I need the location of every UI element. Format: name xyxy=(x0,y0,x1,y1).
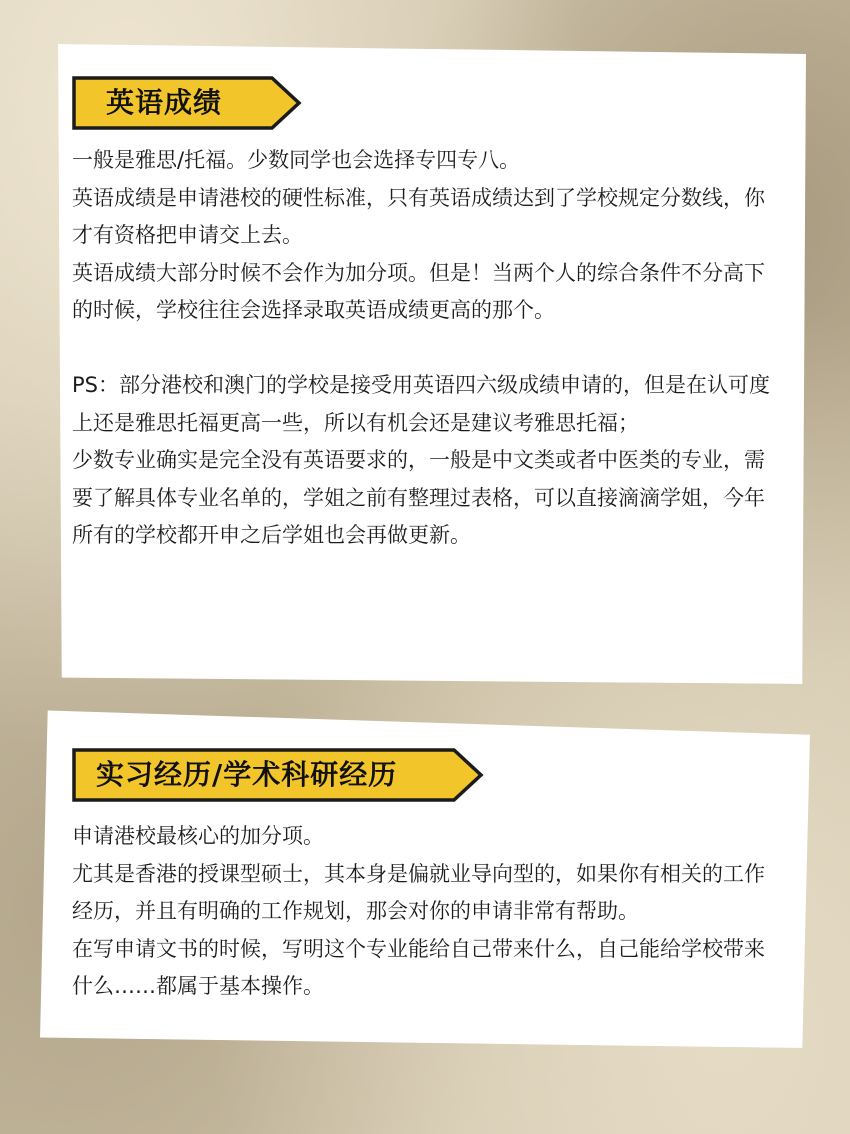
section-body-english xyxy=(72,142,784,555)
paragraph: 申请港校最核心的加分项。 xyxy=(72,824,324,848)
paragraph: 一般是雅思/托福。少数同学也会选择专四专八。 xyxy=(72,148,521,172)
section-tag-english xyxy=(72,76,302,130)
spacer xyxy=(72,330,784,368)
paragraph: 英语成绩大部分时候不会作为加分项。但是！当两个人的综合条件不分高下的时候，学校往往会选择录取英语成绩更高的那个。 xyxy=(72,260,765,322)
paragraph: 在写申请文书的时候，写明这个专业能给自己带来什么，自己能给学校带来什么……都属于基本操作。 xyxy=(72,936,765,998)
paragraph: 尤其是香港的授课型硕士，其本身是偏就业导向型的，如果你有相关的工作经历，并且有明确的工作规划，那会对你的申请非常有帮助。 xyxy=(72,861,765,923)
ps-paragraph: PS：部分港校和澳门的学校是接受用英语四六级成绩申请的，但是在认可度上还是雅思托福更高一些，所以有机会还是建议考雅思托福； xyxy=(72,373,770,435)
section-tag-internship xyxy=(72,748,484,802)
section-title: 实习经历/学术科研经历 xyxy=(96,758,398,791)
paragraph: 英语成绩是申请港校的硬性标准，只有英语成绩达到了学校规定分数线，你才有资格把申请交上去。 xyxy=(72,185,765,247)
ps-paragraph: 少数专业确实是完全没有英语要求的，一般是中文类或者中医类的专业，需要了解具体专业名单的，学姐之前有整理过表格，可以直接滴滴学姐，今年所有的学校都开申之后学姐也会再做更新。 xyxy=(72,448,765,547)
section-title: 英语成绩 xyxy=(106,86,223,119)
section-body-internship xyxy=(72,818,784,1006)
